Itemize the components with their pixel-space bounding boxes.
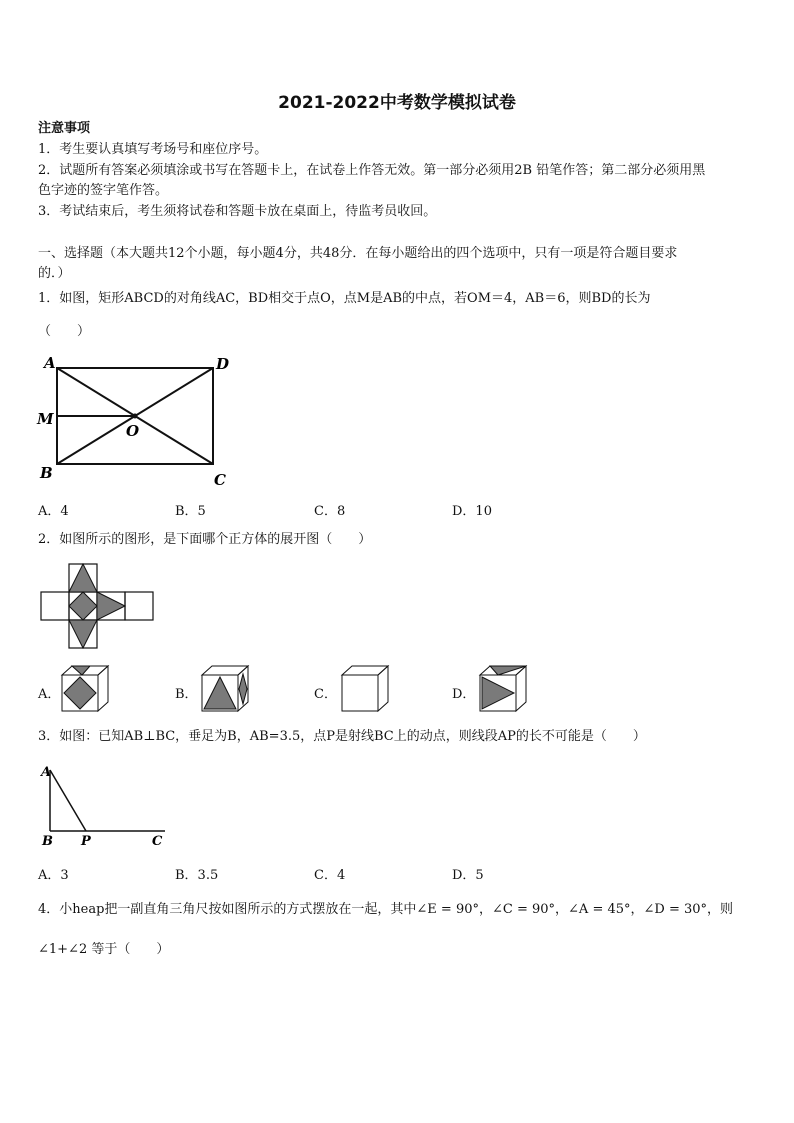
q3-option-b: B．3.5	[175, 868, 219, 883]
q2-option-d: D．	[452, 687, 476, 702]
label-c: C	[152, 834, 163, 849]
question-4-text: 4．小heap把一副直角三角尺按如图所示的方式摆放在一起，其中∠E = 90°，∠C = 90°，∠A = 45°，∠D = 30°，则	[38, 902, 734, 917]
label-a: A	[44, 354, 56, 372]
label-b: B	[40, 464, 53, 482]
question-1-paren: （ ）	[38, 324, 91, 339]
label-a: A	[41, 765, 52, 780]
section-heading: 一、选择题（本大题共12个小题，每小题4分，共48分．在每小题给出的四个选项中，只有一项是符合题目要求	[38, 246, 678, 261]
q1-option-c: C．8	[314, 504, 346, 519]
q2-option-b: B．	[175, 687, 198, 702]
notice-item-3: 3．考试结束后，考生须将试卷和答题卡放在桌面上，待监考员收回。	[38, 204, 437, 219]
q2-option-c: C．	[314, 687, 337, 702]
notice-item-2: 2．试题所有答案必须填涂或书写在答题卡上，在试卷上作答无效。第一部分必须用2B 铅笔作答；第二部分必须用黑	[38, 163, 706, 178]
label-o: O	[126, 422, 140, 440]
question-3-text: 3．如图：已知AB⊥BC，垂足为B，AB=3.5，点P是射线BC上的动点，则线段AP的长不可能是（ ）	[38, 729, 646, 744]
q1-option-b: B．5	[175, 504, 206, 519]
label-b: B	[42, 834, 53, 849]
label-d: D	[216, 355, 230, 373]
label-p: P	[81, 834, 91, 849]
label-m: M	[37, 410, 54, 428]
label-c: C	[214, 471, 226, 489]
q1-option-a: A．4	[38, 504, 69, 519]
notice-heading: 注意事项	[38, 121, 91, 136]
notice-item-1: 1．考生要认真填写考场号和座位序号。	[38, 142, 268, 157]
question-2-text: 2．如图所示的图形，是下面哪个正方体的展开图（ ）	[38, 532, 372, 547]
page-title: 2021-2022中考数学模拟试卷	[278, 93, 516, 113]
section-heading-cont: 的．）	[38, 266, 71, 281]
question-1-text: 1．如图，矩形ABCD的对角线AC，BD相交于点O，点M是AB的中点，若OM＝4，AB＝6，则BD的长为	[38, 291, 651, 306]
q3-option-d: D．5	[452, 868, 484, 883]
q1-option-d: D．10	[452, 504, 492, 519]
q2-option-a: A．	[38, 687, 61, 702]
question-4-text-cont: ∠1+∠2 等于（ ）	[38, 942, 170, 957]
notice-item-2-cont: 色字迹的签字笔作答。	[38, 183, 169, 198]
q3-option-c: C．4	[314, 868, 346, 883]
q3-option-a: A．3	[38, 868, 69, 883]
